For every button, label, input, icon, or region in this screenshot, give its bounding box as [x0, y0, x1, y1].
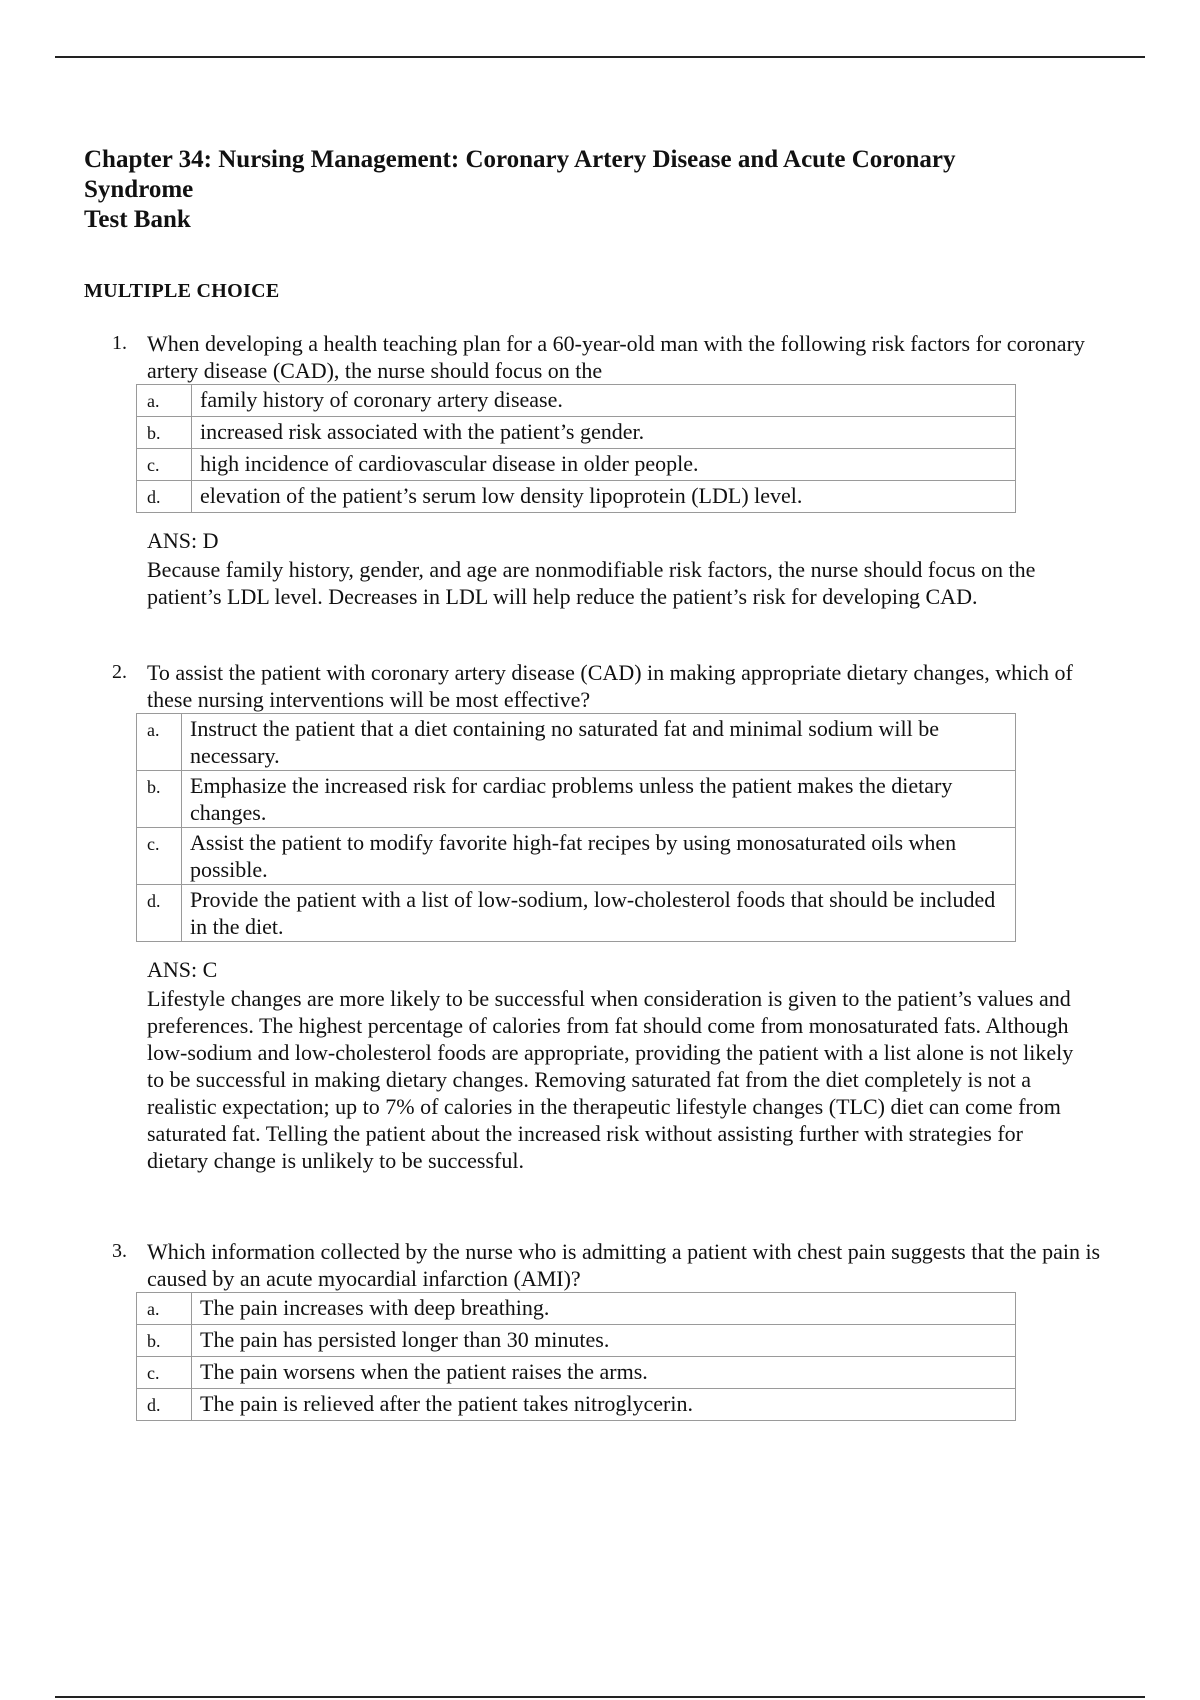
choices-table	[136, 384, 1016, 513]
choice-text: The pain is relieved after the patient takes nitroglycerin.	[192, 1389, 1016, 1421]
choice-letter: a.	[137, 714, 182, 771]
question-stem	[84, 1238, 1104, 1292]
choice-row[interactable]	[137, 417, 1016, 449]
top-rule	[55, 56, 1145, 58]
title-line-1: Chapter 34: Nursing Management: Coronary Artery Disease and Acute Coronary	[84, 146, 956, 173]
choice-row[interactable]	[137, 1357, 1016, 1389]
choice-letter: c.	[137, 828, 182, 885]
answer-rationale: Because family history, gender, and age are nonmodifiable risk factors, the nurse should focus on the patient’s LDL level. Decreases in LDL will help reduce the patient’s risk for developing CAD.	[147, 557, 1036, 609]
choice-text: high incidence of cardiovascular disease in older people.	[192, 449, 1016, 481]
choice-row[interactable]	[137, 885, 1016, 942]
choice-letter: c.	[137, 449, 192, 481]
answer-block	[147, 956, 1077, 1174]
question-number: 1.	[112, 332, 127, 354]
choice-text: The pain has persisted longer than 30 minutes.	[192, 1325, 1016, 1357]
question-text: To assist the patient with coronary artery disease (CAD) in making appropriate dietary changes, which of these nursing interventions will be most effective?	[147, 660, 1073, 712]
choice-row[interactable]	[137, 828, 1016, 885]
choice-letter: b.	[137, 417, 192, 449]
choice-row[interactable]	[137, 1389, 1016, 1421]
answer-key: ANS: D	[147, 528, 219, 553]
choice-letter: a.	[137, 385, 192, 417]
choice-text: Provide the patient with a list of low-sodium, low-cholesterol foods that should be included in the diet.	[182, 885, 1016, 942]
choice-letter: d.	[137, 1389, 192, 1421]
title-line-3: Test Bank	[84, 206, 191, 233]
choice-text: elevation of the patient’s serum low density lipoprotein (LDL) level.	[192, 481, 1016, 513]
choice-text: The pain increases with deep breathing.	[192, 1293, 1016, 1325]
choice-row[interactable]	[137, 481, 1016, 513]
choice-text: Instruct the patient that a diet containing no saturated fat and minimal sodium will be necessary.	[182, 714, 1016, 771]
answer-block	[147, 527, 1077, 610]
title-line-2: Syndrome	[84, 176, 194, 203]
question-number: 3.	[112, 1240, 127, 1262]
answer-rationale: Lifestyle changes are more likely to be successful when consideration is given to the patient’s values and preferences. The highest percentage of calories from fat should come from monosaturated fats. Although low-sodium and low-cholesterol foods are appropriate, providing the patient with a list alone is not likely to be successful in making dietary changes. Removing saturated fat from the diet completely is not a realistic expectation; up to 7% of calories in the therapeutic lifestyle changes (TLC) diet can come from saturated fat. Telling the patient about the increased risk without assisting further with strategies for dietary change is unlikely to be successful.	[147, 986, 1074, 1173]
choice-letter: d.	[137, 481, 192, 513]
question-text: When developing a health teaching plan for a 60-year-old man with the following risk factors for coronary artery disease (CAD), the nurse should focus on the	[147, 331, 1085, 383]
choice-letter: b.	[137, 771, 182, 828]
choices-table	[136, 713, 1016, 942]
choice-letter: a.	[137, 1293, 192, 1325]
answer-key: ANS: C	[147, 957, 218, 982]
choice-row[interactable]	[137, 449, 1016, 481]
choice-row[interactable]	[137, 385, 1016, 417]
choice-text: family history of coronary artery disease.	[192, 385, 1016, 417]
choice-row[interactable]	[137, 714, 1016, 771]
choice-letter: b.	[137, 1325, 192, 1357]
bottom-rule	[55, 1696, 1145, 1698]
page-title	[84, 145, 1104, 235]
choice-text: Emphasize the increased risk for cardiac problems unless the patient makes the dietary changes.	[182, 771, 1016, 828]
question-stem	[84, 330, 1104, 384]
question-text: Which information collected by the nurse who is admitting a patient with chest pain suggests that the pain is caused by an acute myocardial infarction (AMI)?	[147, 1239, 1101, 1291]
choice-letter: c.	[137, 1357, 192, 1389]
choice-text: Assist the patient to modify favorite high-fat recipes by using monosaturated oils when possible.	[182, 828, 1016, 885]
question-2	[84, 659, 1104, 1174]
choice-row[interactable]	[137, 1293, 1016, 1325]
choice-text: increased risk associated with the patient’s gender.	[192, 417, 1016, 449]
question-stem	[84, 659, 1104, 713]
choice-row[interactable]	[137, 771, 1016, 828]
question-3	[84, 1238, 1104, 1421]
choice-row[interactable]	[137, 1325, 1016, 1357]
choice-letter: d.	[137, 885, 182, 942]
question-number: 2.	[112, 661, 127, 683]
question-1	[84, 330, 1104, 610]
section-title: MULTIPLE CHOICE	[84, 280, 280, 302]
choices-table	[136, 1292, 1016, 1421]
choice-text: The pain worsens when the patient raises the arms.	[192, 1357, 1016, 1389]
